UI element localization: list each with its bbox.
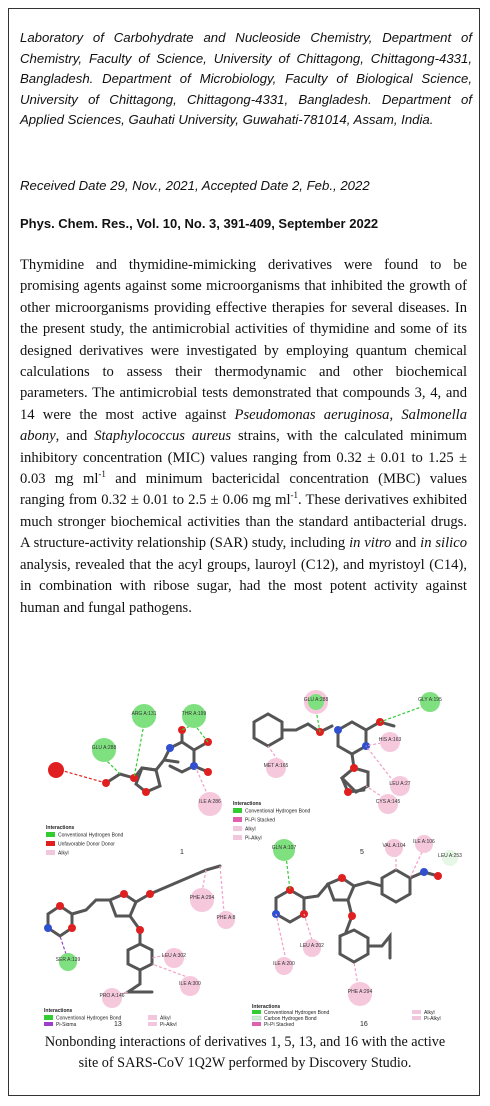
residue-label: PHE A:294 bbox=[189, 895, 215, 901]
residue-label: ILE A:300 bbox=[179, 981, 201, 987]
residue-label: HIS A:163 bbox=[378, 737, 402, 743]
legend-swatch bbox=[252, 1022, 261, 1026]
residue-label: GLN A:107 bbox=[271, 845, 297, 851]
abstract-part: Thymidine and thymidine-mimicking derivatives were found to be promising agents against some microorganisms that inhibited the growth of other microorganisms providing effective therapies for several diseases. In the present study, the antimicrobial activities of thymidine and some of its designed derivatives were investigated by employing quantum chemical calculations to assess their thermodynamic and other biochemical parameters. The antimicrobial tests demonstrated that compounds 3, 4, and 14 were the most active against bbox=[20, 257, 467, 423]
legend-swatch bbox=[148, 1022, 157, 1026]
journal-citation: Phys. Chem. Res., Vol. 10, No. 3, 391-409, September 2022 bbox=[20, 216, 379, 231]
hbond-line-16 bbox=[286, 856, 290, 890]
unit-exponent: -1 bbox=[290, 490, 299, 501]
abstract-text bbox=[20, 255, 467, 619]
received-accepted-dates: Received Date 29, Nov., 2021, Accepted Date 2, Feb., 2022 bbox=[20, 178, 370, 193]
legend-label: Conventional Hydrogen Bond bbox=[56, 1015, 122, 1022]
panel-label: 13 bbox=[114, 1021, 122, 1026]
legend-label: Carbon Hydrogen Bond bbox=[264, 1016, 317, 1022]
residue-label: ILE A:106 bbox=[413, 839, 435, 845]
legend-label: Pi-Alkyl bbox=[245, 835, 262, 842]
residue-label: GLY A:195 bbox=[418, 697, 442, 703]
residue-label: PHE A:294 bbox=[347, 989, 373, 995]
interaction-figure bbox=[20, 686, 472, 1026]
panel-1 bbox=[46, 704, 222, 857]
legend-swatch bbox=[46, 850, 55, 855]
legend-swatch bbox=[233, 808, 242, 813]
panel-label: 16 bbox=[360, 1021, 368, 1026]
residue-label: PHE A:8 bbox=[216, 915, 236, 921]
legend-swatch bbox=[252, 1016, 261, 1020]
legend-label: Conventional Hydrogen Bond bbox=[264, 1010, 330, 1016]
legend-swatch bbox=[233, 826, 242, 831]
caption-line: site of SARS-CoV 1Q2W performed by Discovery Studio. bbox=[78, 1054, 412, 1071]
legend-swatch bbox=[233, 835, 242, 840]
legend-swatch bbox=[44, 1022, 53, 1026]
method-term: in silico bbox=[420, 535, 467, 552]
legend-swatch bbox=[252, 1010, 261, 1014]
residue-label: ARG A:131 bbox=[131, 711, 157, 717]
legend-label: Pi-Alkyl bbox=[160, 1022, 177, 1026]
residue-label: GLU A:288 bbox=[91, 745, 117, 751]
legend-title: Interactions bbox=[44, 1008, 73, 1014]
legend-label: Alkyl bbox=[58, 850, 69, 857]
legend-title: Interactions bbox=[252, 1004, 281, 1010]
legend-swatch bbox=[46, 832, 55, 837]
residue-label: MET A:165 bbox=[263, 763, 289, 769]
legend-label: Pi-Pi Stacked bbox=[264, 1022, 295, 1026]
alkyl-lines-5 bbox=[268, 742, 394, 798]
residue-label: LEU A:202 bbox=[300, 943, 324, 949]
legend-swatch bbox=[412, 1016, 421, 1020]
organism-name: Staphylococcus aureus bbox=[94, 428, 232, 445]
abstract-part: analysis, revealed that the acyl groups, lauroyl (C12), and myristoyl (C14), in combination with ribose sugar, had the most potent activity against human and fungal pathogens. bbox=[20, 556, 467, 616]
figure-caption bbox=[14, 1032, 476, 1073]
legend-label: Pi-Alkyl bbox=[424, 1016, 441, 1022]
unfavorable-line-1 bbox=[60, 770, 106, 783]
pi-sigma-line-13 bbox=[60, 936, 66, 954]
abstract-part: and bbox=[391, 535, 421, 552]
legend-title: Interactions bbox=[233, 801, 262, 807]
residue-label: GLU A:288 bbox=[303, 697, 329, 703]
unit-exponent: -1 bbox=[98, 469, 106, 480]
organism-name: Salmonella abony bbox=[20, 406, 468, 445]
legend-swatch bbox=[46, 841, 55, 846]
residue-label: PRO A:146 bbox=[99, 993, 125, 999]
legend-swatch bbox=[44, 1015, 53, 1020]
panel-5 bbox=[233, 690, 442, 856]
legend-label: Alkyl bbox=[424, 1010, 435, 1016]
legend-label: Pi-Sigma bbox=[56, 1022, 77, 1026]
panel-13 bbox=[44, 866, 236, 1026]
legend-label: Unfavorable Donor Donor bbox=[58, 841, 115, 848]
molecule-1 bbox=[106, 730, 208, 792]
residue-label: ILE A:200 bbox=[273, 961, 295, 967]
panel-label: 1 bbox=[180, 849, 184, 856]
caption-line: Nonbonding interactions of derivatives 1, 5, 13, and 16 with the active bbox=[44, 1034, 446, 1050]
panel-label: 5 bbox=[360, 849, 364, 856]
atoms-13 bbox=[44, 890, 154, 934]
residue-label: LEU A:27 bbox=[389, 781, 411, 787]
legend-label: Conventional Hydrogen Bond bbox=[245, 808, 311, 815]
abstract-part: and minimum bactericidal concentration (MBC) values ranging from 0.32 ± 0.01 to 2.5 ± 0.06 mg ml bbox=[20, 471, 467, 509]
residue-label: LEU A:302 bbox=[162, 953, 186, 959]
legend-swatch bbox=[233, 817, 242, 822]
legend-swatch bbox=[148, 1015, 157, 1020]
method-term: in vitro bbox=[349, 535, 392, 552]
legend-label: Alkyl bbox=[245, 826, 256, 833]
residue-label: VAL A:104 bbox=[382, 843, 406, 849]
abstract-part: strains, with the calculated minimum inhibitory concentration (MIC) values ranging from 0.32 ± 0.01 to 1.25 ± 0.03 mg ml bbox=[20, 428, 467, 488]
panel-16 bbox=[252, 835, 462, 1026]
abstract-part: , bbox=[389, 406, 402, 423]
donor-atom bbox=[48, 762, 64, 778]
molecule-5 bbox=[254, 714, 394, 792]
abstract-part: , and bbox=[55, 428, 95, 445]
legend-swatch bbox=[412, 1010, 421, 1014]
affiliation-text: Laboratory of Carbohydrate and Nucleoside Chemistry, Department of Chemistry, Faculty of Science, University of Chittagong, Chittagong-4331, Bangladesh. Department of Microbiology, Faculty of Biological Science, University of Chittagong, Chittagong-4331, Bangladesh. Department of Applied Sciences, Gauhati University, Guwahati-781014, Assam, India. bbox=[20, 30, 472, 127]
organism-name: Pseudomonas aeruginosa bbox=[234, 406, 390, 423]
residue-label: LEU A:253 bbox=[438, 853, 462, 859]
residue-label: CYS A:145 bbox=[375, 799, 401, 805]
legend-label: Alkyl bbox=[160, 1015, 171, 1022]
residue-label: SER A:139 bbox=[55, 957, 81, 963]
legend-label: Conventional Hydrogen Bond bbox=[58, 832, 124, 839]
residue-label: ILE A:286 bbox=[199, 799, 221, 805]
residue-label: THR A:199 bbox=[181, 711, 207, 717]
abstract-part: . These derivatives exhibited much stronger biochemical activities than the standard antibacterial drugs. A structure-activity relationship (SAR) study, including bbox=[20, 492, 468, 552]
legend-label: Pi-Pi Stacked bbox=[245, 817, 276, 824]
legend-title: Interactions bbox=[46, 825, 75, 831]
